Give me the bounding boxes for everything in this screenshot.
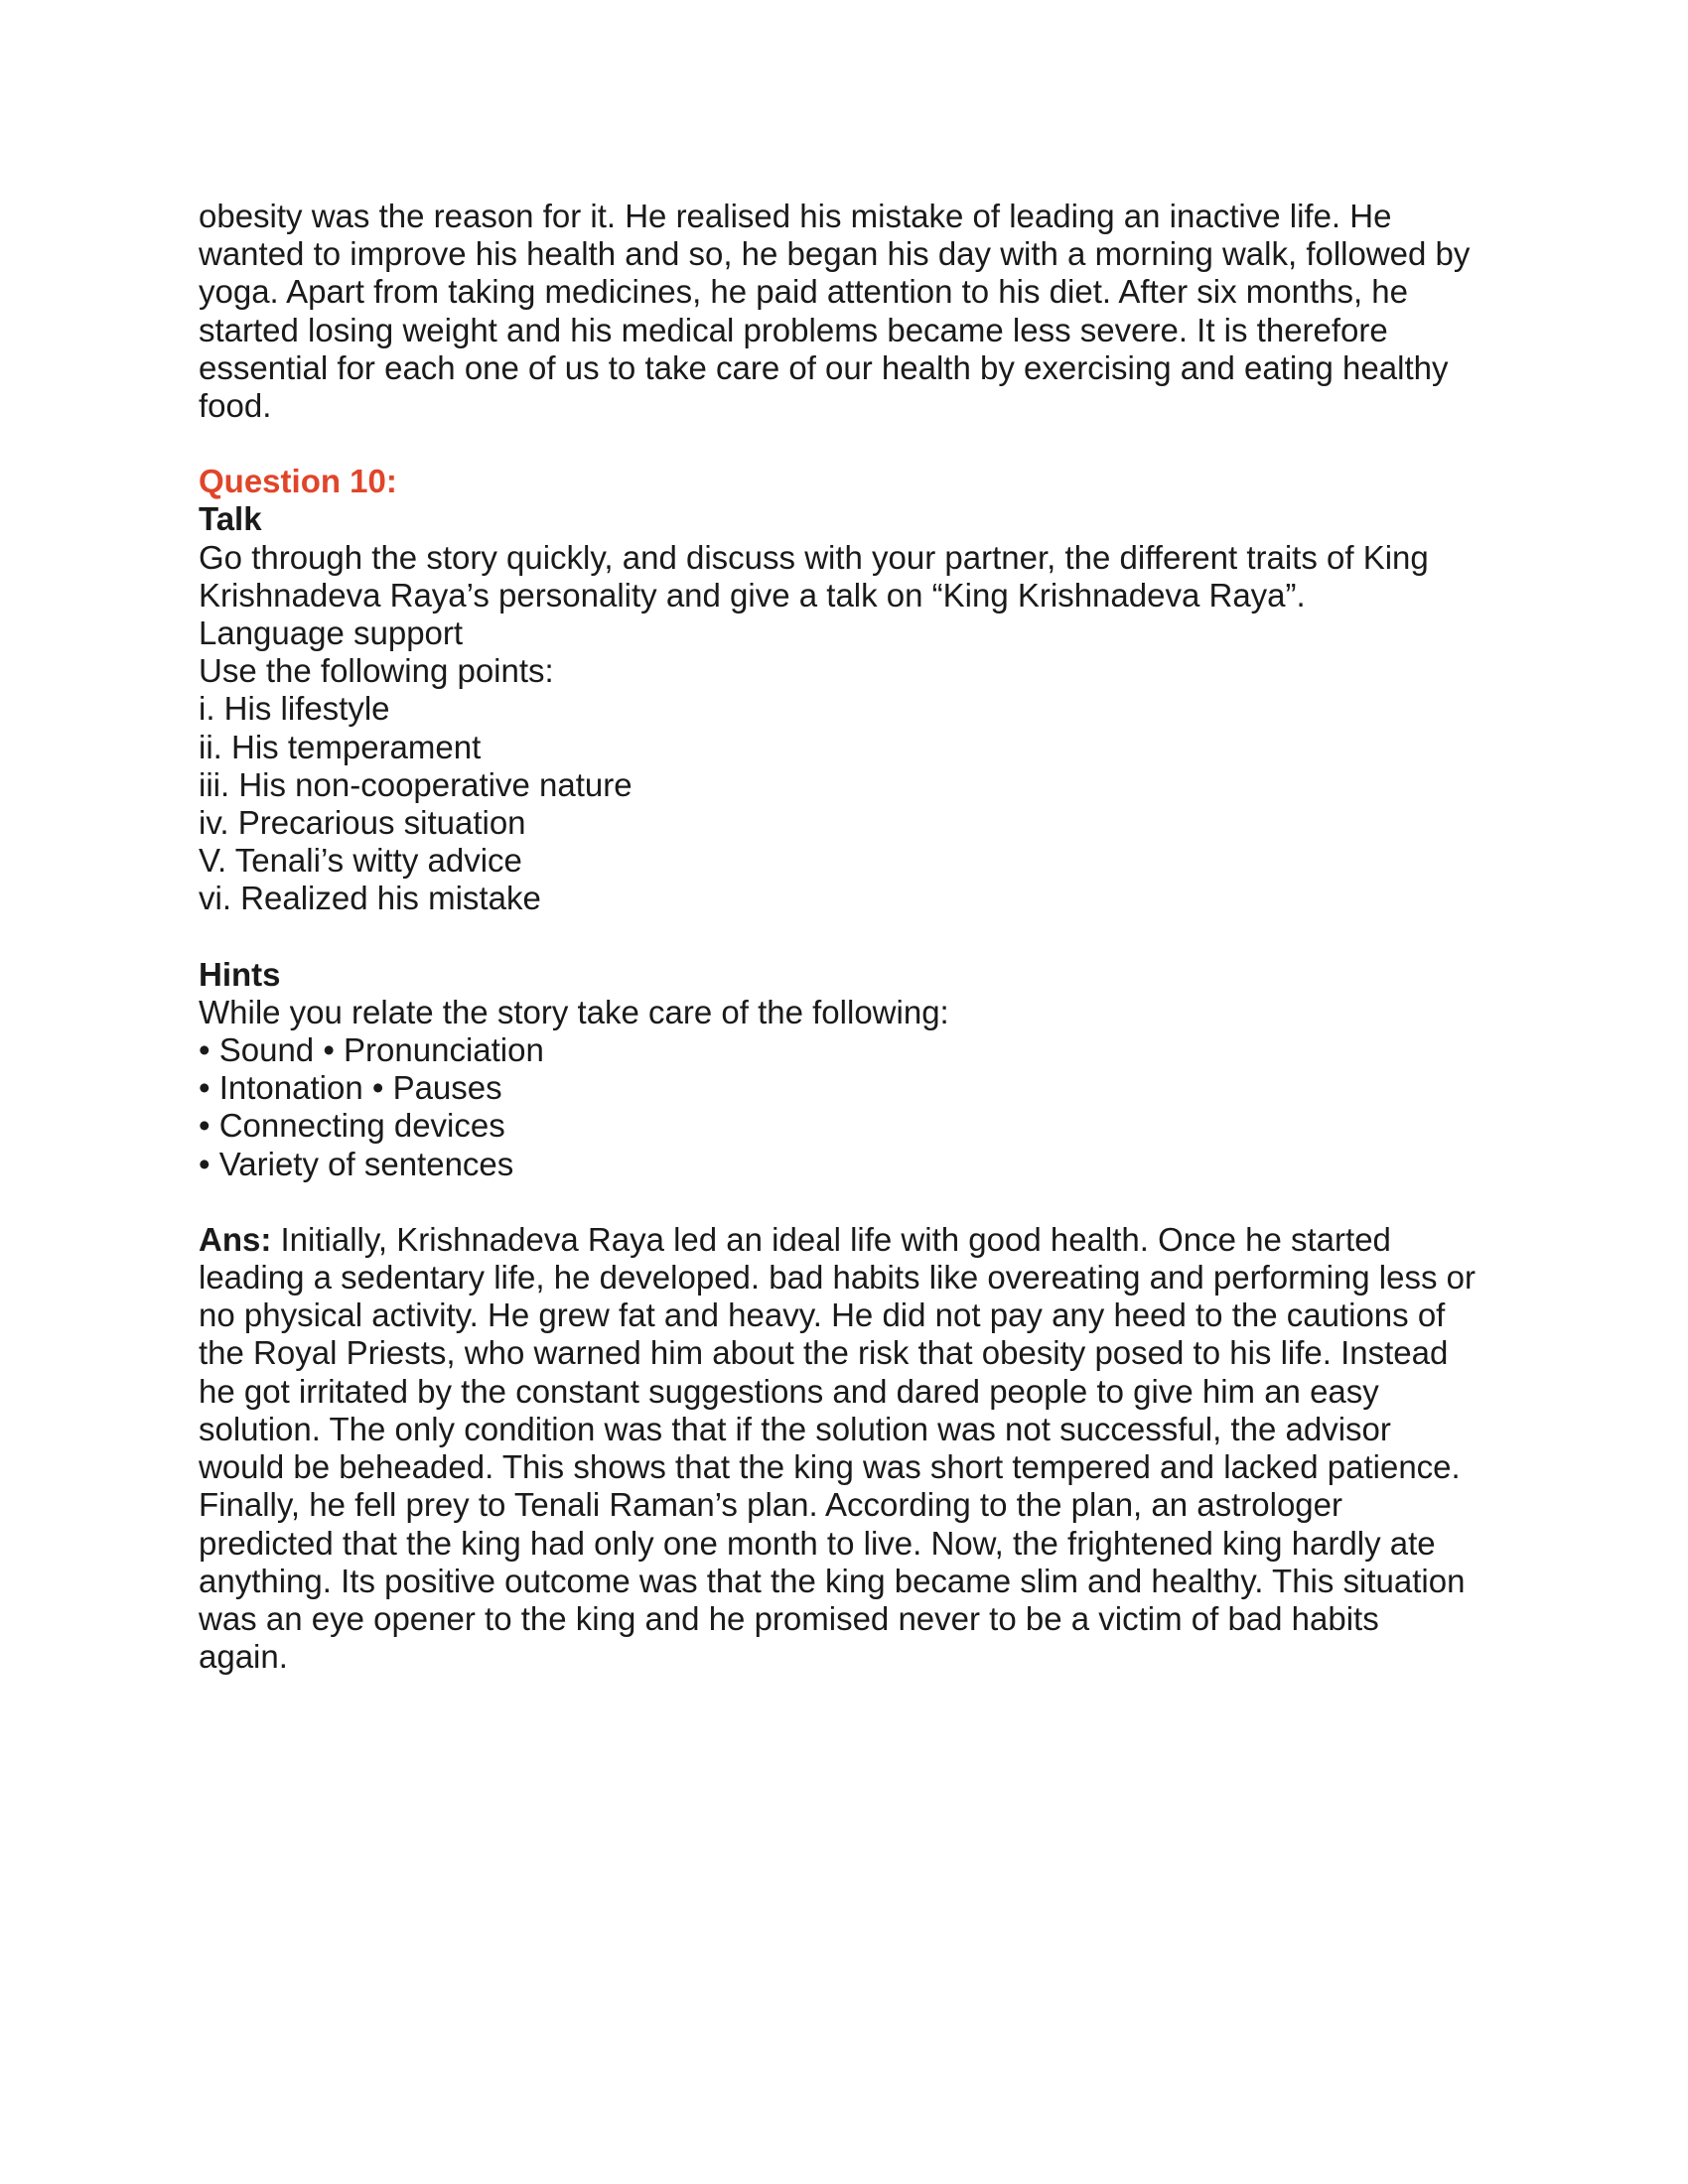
answer-line: solution. The only condition was that if the solution was not successful, the advisor	[199, 1410, 1391, 1447]
intro-line: wanted to improve his health and so, he began his day with a morning walk, followed by	[199, 235, 1471, 273]
hints-section	[199, 956, 1499, 1183]
document-page	[199, 198, 1499, 1676]
answer-label: Ans:	[199, 1220, 272, 1258]
point-item: ii. His temperament	[199, 728, 482, 765]
question-prompt-line: Go through the story quickly, and discuss with your partner, the different traits of King	[199, 538, 1429, 576]
points-intro: Use the following points:	[199, 652, 554, 690]
question-title: Question 10:	[199, 463, 397, 500]
answer-line: was an eye opener to the king and he promised never to be a victim of bad habits	[199, 1599, 1379, 1637]
question-subtitle: Talk	[199, 500, 262, 538]
hint-item: • Intonation • Pauses	[199, 1069, 502, 1107]
answer-line: predicted that the king had only one month to live. Now, the frightened king hardly ate	[199, 1524, 1436, 1562]
answer-line: leading a sedentary life, he developed. bad habits like overeating and performing less or	[199, 1259, 1476, 1297]
hint-item: • Connecting devices	[199, 1107, 505, 1145]
intro-line: yoga. Apart from taking medicines, he paid attention to his diet. After six months, he	[199, 273, 1409, 311]
intro-line: started losing weight and his medical problems became less severe. It is therefore	[199, 311, 1388, 348]
answer-line: anything. Its positive outcome was that the king became slim and healthy. This situation	[199, 1562, 1466, 1599]
spacer	[199, 918, 1499, 956]
answer-line: would be beheaded. This shows that the king was short tempered and lacked patience.	[199, 1448, 1461, 1486]
answer-section	[199, 1221, 1499, 1676]
answer-line: he got irritated by the constant suggestions and dared people to give him an easy	[199, 1372, 1379, 1410]
spacer	[199, 425, 1499, 463]
point-item: i. His lifestyle	[199, 690, 390, 728]
point-item: V. Tenali’s witty advice	[199, 842, 522, 880]
language-support-label: Language support	[199, 614, 464, 652]
question-section	[199, 463, 1499, 917]
intro-line: essential for each one of us to take care of our health by exercising and eating healthy	[199, 348, 1449, 386]
answer-first-line-text: Initially, Krishnadeva Raya led an ideal life with good health. Once he started	[271, 1220, 1391, 1258]
hint-item: • Variety of sentences	[199, 1145, 514, 1182]
answer-line: the Royal Priests, who warned him about the risk that obesity posed to his life. Instead	[199, 1334, 1449, 1372]
question-prompt-line: Krishnadeva Raya’s personality and give a talk on “King Krishnadeva Raya”.	[199, 576, 1306, 614]
answer-line: Finally, he fell prey to Tenali Raman’s plan. According to the plan, an astrologer	[199, 1486, 1343, 1524]
intro-paragraph	[199, 198, 1499, 425]
hints-title: Hints	[199, 955, 281, 993]
point-item: iii. His non-cooperative nature	[199, 765, 633, 803]
answer-line: no physical activity. He grew fat and heavy. He did not pay any heed to the cautions of	[199, 1297, 1446, 1334]
answer-line: again.	[199, 1638, 288, 1676]
intro-line: obesity was the reason for it. He realised his mistake of leading an inactive life. He	[199, 198, 1392, 234]
hints-intro: While you relate the story take care of the following:	[199, 993, 949, 1030]
answer-first-line	[199, 1221, 1499, 1259]
point-item: vi. Realized his mistake	[199, 880, 541, 917]
spacer	[199, 1183, 1499, 1221]
hint-item: • Sound • Pronunciation	[199, 1031, 544, 1069]
intro-line: food.	[199, 387, 272, 425]
point-item: iv. Precarious situation	[199, 804, 526, 842]
